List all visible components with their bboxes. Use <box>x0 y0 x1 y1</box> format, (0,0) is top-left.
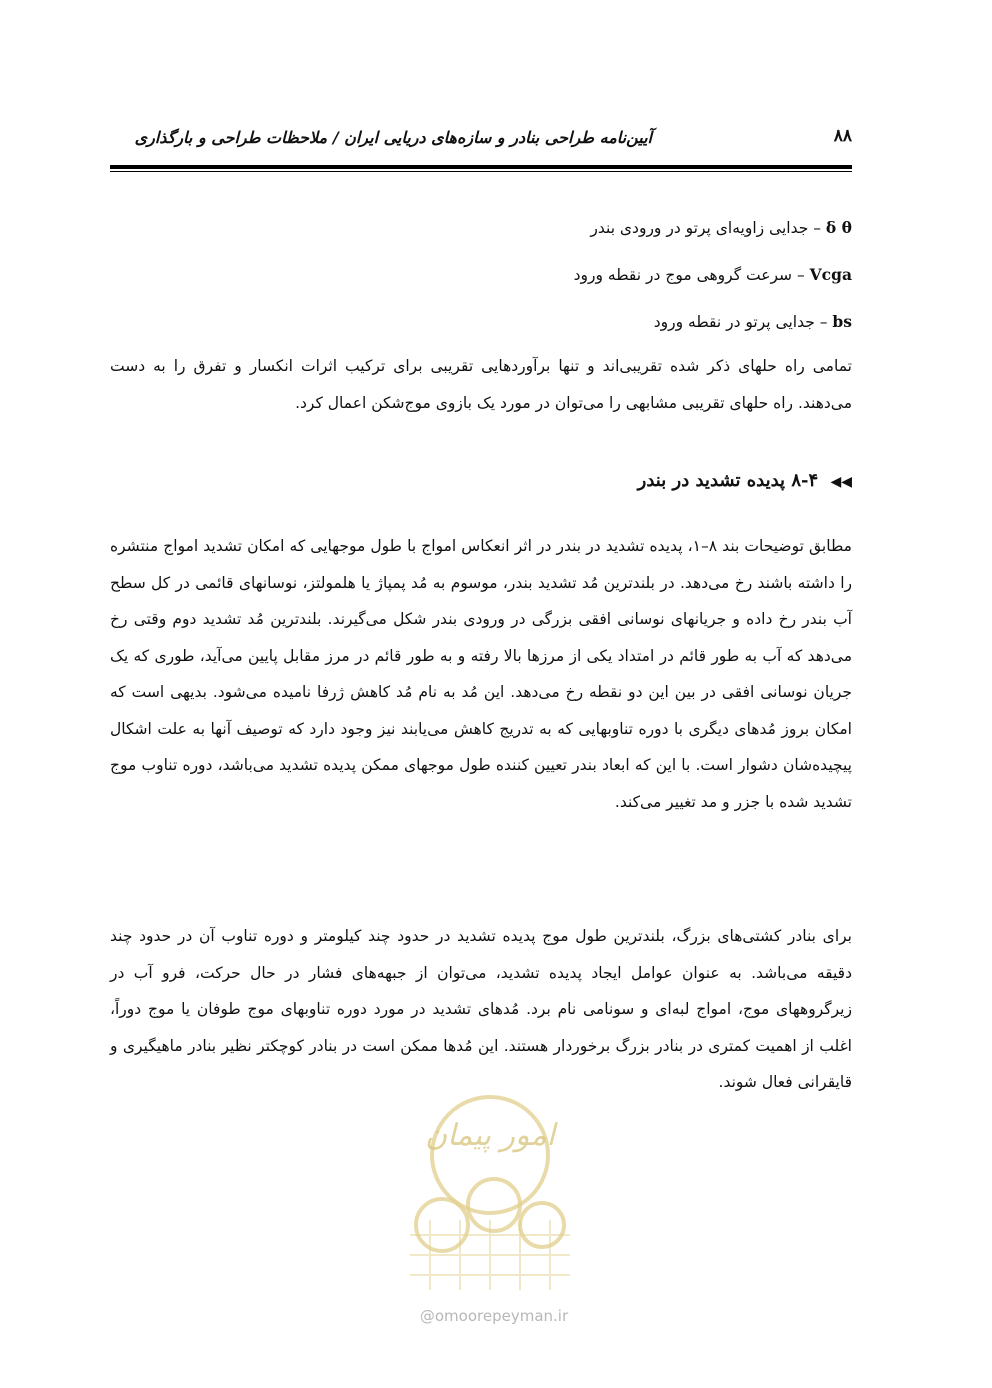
watermark-gear-icon <box>520 1203 564 1247</box>
definition-text: – جدایی زاویه‌ای پرتو در ورودی بندر <box>590 219 821 237</box>
body-paragraph: برای بنادر کشتی‌های بزرگ، بلندترین طول موج پدیده تشدید در حدود چند کیلومتر و دوره تناوب آن در حدود چند دقیقه می‌باشد. به عنوان عوامل ایجاد پدیده تشدید، می‌توان از جبهه‌های فشار در حال حرکت، فرو آب در زیرگروههای موج، امواج لبه‌ای و سونامی نام برد. مُدهای تشدید در مورد دوره تناوبهای موج طوفان یا موج دوراً، اغلب از اهمیت کمتری در بنادر بزرگ برخوردار هستند. این مُدها ممکن است در بنادر کوچکتر نظیر بنادر ماهیگیری و قایقرانی فعال شوند. <box>110 927 852 1091</box>
section-title: پدیده تشدید در بندر <box>637 470 786 491</box>
watermark-ring-icon <box>432 1097 548 1213</box>
definition-delta-theta <box>590 218 852 237</box>
definition-text: – جدایی پرتو در نقطه ورود <box>653 313 828 331</box>
definition-symbol: δ θ <box>825 218 852 237</box>
section-number: ۸-۴ <box>791 470 819 491</box>
running-header-title: آیین‌نامه طراحی بنادر و سازه‌های دریایی ایران / ملاحظات طراحی و بارگذاری <box>134 128 652 147</box>
watermark-logo-text: امور پیمان <box>425 1118 555 1153</box>
section-marker-icon: ◀◀ <box>830 474 852 490</box>
definition-symbol: Vcga <box>809 265 852 284</box>
definition-text: – سرعت گروهی موج در نقطه ورود <box>573 266 805 284</box>
definition-bs <box>654 312 852 331</box>
header-rule-thick <box>110 165 852 169</box>
page-number: ۸۸ <box>833 126 852 146</box>
body-paragraph: مطابق توضیحات بند ۸–۱، پدیده تشدید در بندر در اثر انعکاس امواج با طول موجهایی که امکان تشدید امواج منتشره را داشته باشند رخ می‌دهد. در بلندترین مُد تشدید بندر، موسوم به مُد پمپاژ یا هلمولتز، نوسانهای قائمی در کل سطح آب بندر رخ داده و جریانهای نوسانی افقی بزرگی در ورودی بندر شکل می‌گیرند. بلندترین مُد تشدید دوم وقتی رخ می‌دهد که آب به طور قائم در امتداد یکی از مرزها بالا رفته و به طور قائم در مرز مقابل پایین می‌آید، طوری که یک جریان نوسانی افقی در بین این دو نقطه رخ می‌دهد. این مُد به نام مُد کاهش ژرفا نامیده می‌شود. بدیهی است که امکان بروز مُدهای دیگری با دوره تناوبهایی که به تدریج کاهش می‌یابند نیز وجود دارد که توصیف آنها به علت اشکال پیچیده‌شان دشوار است. با این که ابعاد بندر تعیین کننده طول موجهای ممکن پدیده تشدید می‌باشد، دوره تناوب موج تشدید شده با جزر و مد تغییر می‌کند. <box>110 537 852 811</box>
header-rule-thin <box>110 171 852 172</box>
watermark-gear-icon <box>468 1179 520 1231</box>
section-heading <box>638 470 852 491</box>
intro-paragraph: تمامی راه حلهای ذکر شده تقریبی‌اند و تنها برآوردهایی تقریبی برای ترکیب اثرات انکسار و تفرق را به دست می‌دهند. راه حلهای تقریبی مشابهی را می‌توان در مورد یک بازوی موج‌شکن اعمال کرد. <box>110 357 852 412</box>
watermark-logo <box>370 1085 610 1300</box>
definition-vcga <box>574 265 852 284</box>
watermark-url: @omoorepeyman.ir <box>419 1307 569 1325</box>
definition-symbol: bs <box>832 312 852 331</box>
